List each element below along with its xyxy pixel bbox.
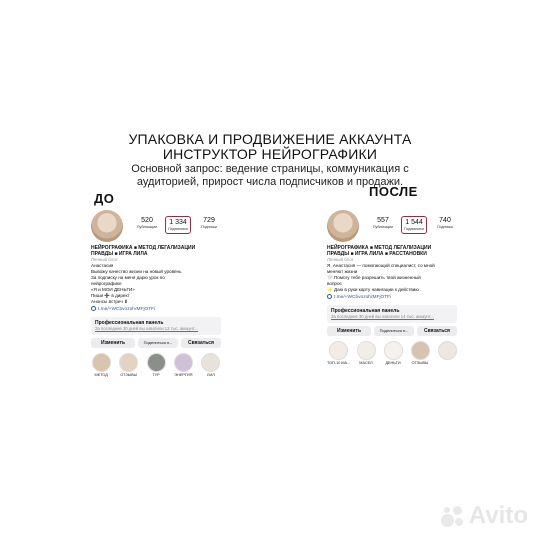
avatar[interactable] [327,210,359,242]
subtitle-line-2: аудиторией, прирост числа подписчиков и продажи. [136,176,404,188]
profile-name: НЕЙРОГРАФИКА ■ МЕТОД ЛЕГАЛИЗАЦИИ ПРАВДЫ ■ ИГРА ЛИЛА [91,245,196,257]
profile-after [327,210,457,366]
profile-buttons [327,326,457,336]
title-line-2: ИНСТРУКТОР НЕЙРОГРАФИКИ [162,146,378,162]
title-line-1: УПАКОВКА И ПРОДВИЖЕНИЕ АККАУНТА [128,131,412,147]
profile-header [327,210,457,244]
avito-logo-icon [441,504,465,528]
edit-button[interactable]: Изменить [91,338,135,348]
highlight-item[interactable]: ОТЗЫВЫ [118,353,138,378]
highlight-item[interactable]: ЭНЕРГИЯ [173,353,193,378]
stat-following[interactable]: 729 Подписки [201,217,217,229]
highlight-item[interactable]: ТУР [146,353,166,378]
professional-panel[interactable]: Профессиональная панель За последние 30 дней вы охватили 14 тыс. аккаунт... [327,305,457,323]
highlight-item[interactable]: ТОП-10 МА... [327,341,349,366]
subtitle-line-1: Основной запрос: ведение страницы, коммуникация с [131,163,409,175]
profile-buttons [91,338,221,348]
label-after: ПОСЛЕ [369,184,418,199]
profile-header [91,210,221,244]
label-before: ДО [94,191,115,206]
highlight-item[interactable]: ДЕНЬГИ [383,341,403,366]
avito-watermark: Avito [441,502,528,530]
highlight-item[interactable]: ОТЗЫВЫ [410,341,430,366]
profile-stats [135,216,221,234]
highlights [327,341,457,366]
contact-button[interactable]: Связаться [181,338,221,348]
stat-followers[interactable]: 1 334 Подписчики [165,216,191,234]
profile-stats [371,216,457,234]
highlight-item[interactable]: ЛИЛ [201,353,221,378]
profile-name: НЕЙРОГРАФИКА ■ МЕТОД ЛЕГАЛИЗАЦИИ ПРАВДЫ ■ ИГРА ЛИЛА ■ РАССТАНОВКИ [327,245,432,257]
link-icon [327,294,332,299]
stat-following[interactable]: 740 Подписки [437,217,453,229]
highlights [91,353,221,378]
profile-link[interactable]: t.me/+WCbvozolVMFjOTFi [327,294,457,301]
highlight-item[interactable]: МАСЕЛ [356,341,376,366]
link-icon [91,306,96,311]
profile-before [91,210,221,378]
avatar[interactable] [91,210,123,242]
profile-category: Личный блог [327,257,354,262]
page-subtitle [0,163,540,189]
profile-category: Личный блог [91,257,118,262]
stat-followers[interactable]: 1 544 Подписчики [401,216,427,234]
highlight-item[interactable]: МЕТОД [91,353,111,378]
share-button[interactable]: Поделиться п... [374,326,414,336]
professional-panel[interactable]: Профессиональная панель За последние 30 дней вы охватили 13 тыс. аккаунт... [91,317,221,335]
profile-bio: Анастасия Вывожу качество жизни на новый уровень За подписку на меня дарю урок по нейрографике «Я и МОИ ДЕНЬГИ» Пиши ➕ в директ Анонсы встреч ⬇ [91,263,182,304]
contact-button[interactable]: Связаться [417,326,457,336]
stat-posts[interactable]: 520 Публикации [136,217,158,229]
edit-button[interactable]: Изменить [327,326,371,336]
page-title [0,132,540,162]
profile-bio: Я, Анастасия — помогающий специалист, со мной меняют жизни 🤍 Помогу тебе разрешить твой жизненный вопрос ✨ Даю в руки карту навигации к действию [327,263,435,292]
highlight-item[interactable] [437,341,457,366]
share-button[interactable]: Поделиться п... [138,338,178,348]
profile-link[interactable]: t.me/+WCbvozolVMFjOTFi [91,306,221,313]
stat-posts[interactable]: 557 Публикации [372,217,394,229]
